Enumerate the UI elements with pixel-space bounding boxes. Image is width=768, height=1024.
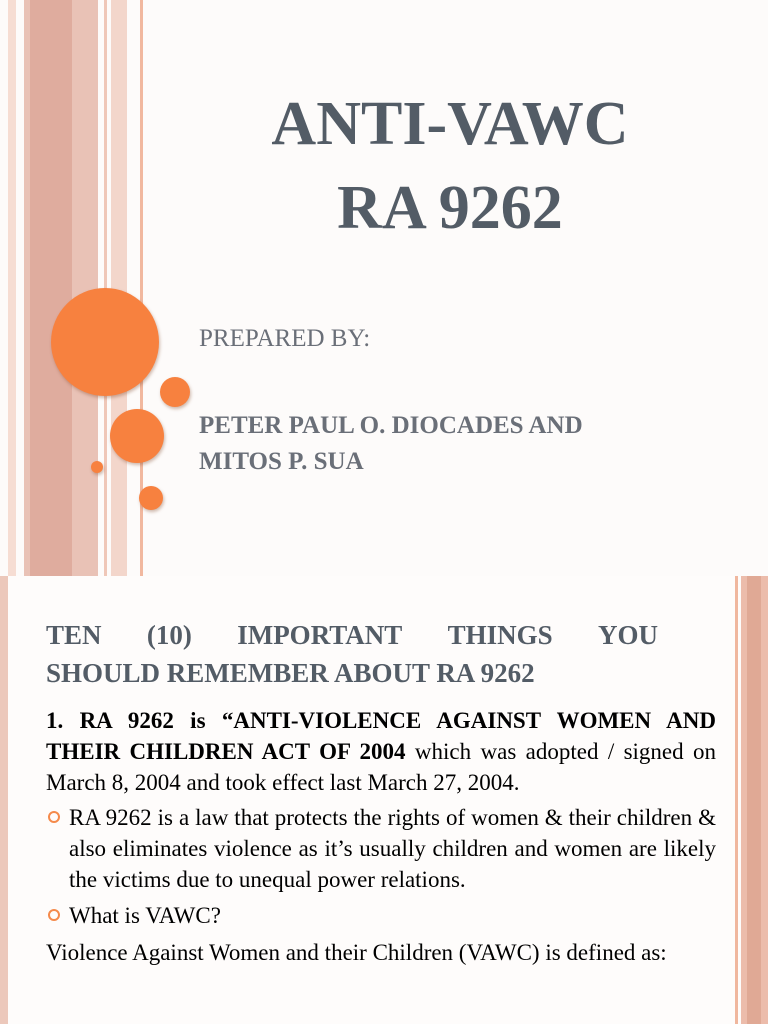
prepared-by-label: PREPARED BY:: [199, 325, 371, 352]
authors-line-1: PETER PAUL O. DIOCADES AND: [199, 412, 583, 439]
heading-line-1: [46, 616, 658, 654]
authors: [199, 408, 719, 480]
point-1: [46, 705, 716, 798]
bullet-item: [46, 802, 716, 895]
slide-title: [175, 82, 725, 250]
heading-word: THINGS: [447, 620, 553, 650]
definition-text: Violence Against Women and their Children (VAWC) is defined as:: [46, 940, 667, 965]
title-line-2: RA 9262: [337, 174, 563, 242]
decorative-stripes: [0, 0, 148, 576]
heading-word: YOU: [597, 620, 658, 650]
bullet-text: What is VAWC?: [69, 903, 221, 928]
decorative-circle-small: [160, 377, 190, 407]
authors-line-2: MITOS P. SUA: [199, 448, 364, 475]
decorative-circle-tiny: [91, 461, 103, 473]
slide-heading: [46, 616, 658, 692]
decorative-circle-large: [51, 288, 159, 396]
title-line-1: ANTI-VAWC: [271, 90, 629, 158]
bullet-text: RA 9262 is a law that protects the rights of women & their children & also eliminates violence as it’s usually children and women are likely the victims due to unequal power relations.: [69, 805, 716, 892]
heading-line-2: SHOULD REMEMBER ABOUT RA 9262: [46, 658, 535, 688]
bullet-circle-icon: [48, 909, 60, 921]
heading-word: (10): [146, 620, 192, 650]
bullet-circle-icon: [48, 811, 60, 823]
heading-word: TEN: [46, 620, 102, 650]
heading-word: IMPORTANT: [237, 620, 403, 650]
point-1-rest: which was adopted / signed on March 8, 2004 and took effect last March 27, 2004.: [46, 739, 716, 795]
bullet-item: [46, 900, 716, 931]
decorative-circle-medium: [110, 409, 164, 463]
point-1-bold: 1. RA 9262 is “ANTI-VIOLENCE AGAINST WOMEN AND THEIR CHILDREN ACT OF 2004: [46, 708, 716, 764]
left-edge-stripe: [0, 576, 8, 1024]
decorative-circle-small: [139, 486, 163, 510]
